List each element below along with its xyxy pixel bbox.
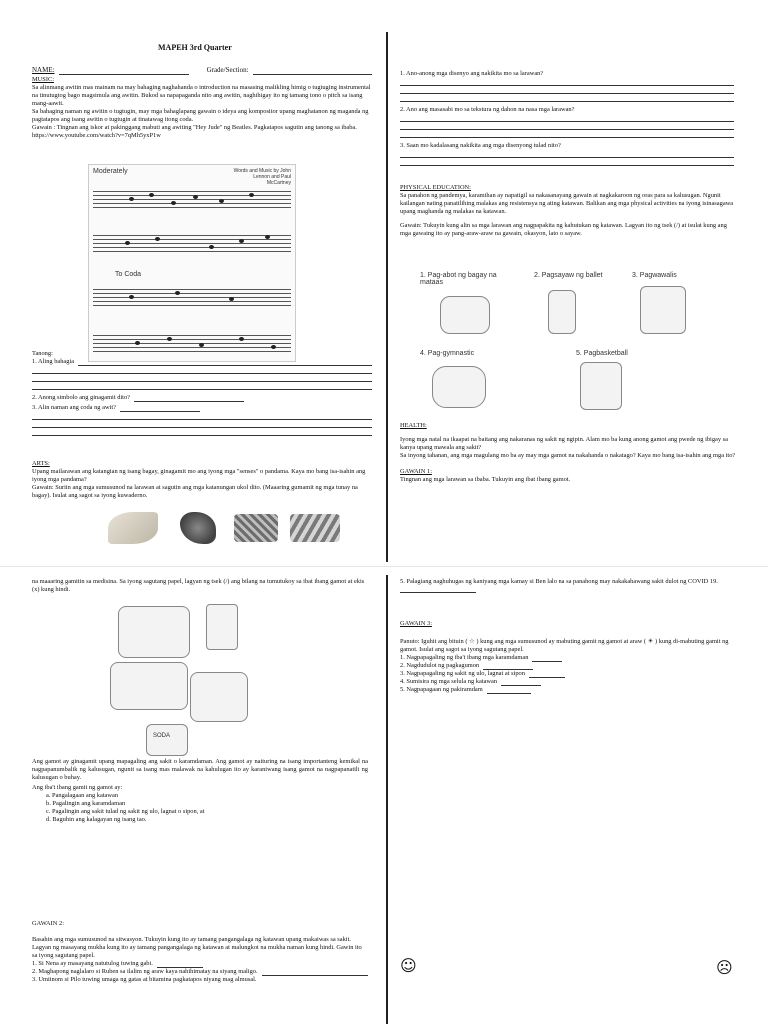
sheet-tempo: Moderately [93, 168, 128, 175]
gawain3-item-5: 5. Nagpapagaan ng pakiramdam [400, 686, 483, 693]
music-questions [32, 350, 372, 436]
sad-face-icon: ☹ [716, 958, 733, 977]
ballet-figure-icon [548, 290, 576, 334]
gawain2-item-3: 3. Umiinom si Pilo tuwing umaga ng gatas at bitamina pagkatapos niyang mag almusal. [32, 976, 257, 983]
questions-label: Tanong: [32, 350, 53, 357]
gawain3-item-1: 1. Nagpapagaling ng iba't ibang mga karamdaman [400, 654, 529, 661]
answer-line[interactable] [400, 150, 734, 158]
basketball-figure-icon [580, 362, 622, 410]
leaf-image-3 [234, 514, 278, 542]
use-b: b. Pagalingin ang karamdaman [46, 800, 126, 807]
gawain2-heading: GAWAIN 2: [32, 920, 64, 927]
music-url[interactable]: https://www.youtube.com/watch?v=7qMh5yxP1w [32, 132, 161, 139]
music-q3: 3. Alin naman ang coda ng awit? [32, 404, 116, 411]
gawain2-item-1: 1. Si Nena ay masayang natutulog tuwing gabi. [32, 960, 153, 967]
spray-bottles-icon [110, 662, 188, 710]
pill-jars-icon [190, 672, 248, 722]
answer-line[interactable] [400, 94, 734, 102]
gawain3-answer-1[interactable] [532, 661, 562, 662]
answer-line[interactable] [400, 78, 734, 86]
soda-label: SODA [153, 733, 171, 739]
arts-q3: 3. Saan mo kadalasang nakikita ang mga disenyong tulad nito? [400, 142, 561, 149]
music-para2: Sa bahaging naman ng awitin o tugtugin, may mga bahaglapang gawain o ideya ang kompositor upang maghatanon ng maganda ng pagtatapos ang isang awitin o tugtugin at tinatawag itong coda. [32, 108, 369, 123]
pe-heading: PHYSICAL EDUCATION: [400, 184, 471, 191]
uses-label: Ang iba't ibang gamit ng gamot ay: [32, 784, 123, 791]
gawain2-answer-2[interactable] [262, 975, 368, 976]
health-heading: HEALTH: [400, 422, 427, 429]
pe-item-5: 5. Pagbasketball [576, 350, 628, 357]
music-q1: 1. Aling bahagia [32, 358, 75, 365]
music-para3: Gawain : Tingnan ang iskor at pakinggang mabuti ang awiting "Hey Jude" ng Beatles. Pagkatapos sagutin ang tanong sa ibaba. [32, 124, 357, 131]
gawain2-item-2: 2. Maghapong naglalaro si Ruben sa ilalim ng araw kaya nahihimatay na siyang maligo. [32, 968, 258, 975]
use-d: d. Baguhin ang kalagayan ng isang tao. [46, 816, 147, 823]
gawain2-answer-5[interactable] [400, 586, 476, 593]
gawain2-section [32, 920, 368, 984]
music-para1: Sa alinmang awitin mas mainam na may bahaging naghahanda o introduction na masasing malikling himig o tugtuging instrumental na tinutugtog bago magsimula ang awitin. Bukod sa napapaganda nito ang awitin, naghihigay ito ng tamang tono o pitch sa isang mang-aawit. [32, 84, 371, 107]
pe-para2: Gawain: Tukuyin kung alin sa mga larawan ang nagpapakita ng kahutukan ng katawan. Lagyan ito ng tsek (/) at isulat kung ang mga gawaing ito ay pang-araw-araw na gawain, okasyon, lato o sayaw. [400, 222, 727, 237]
pe-item-1: 1. Pag-abot ng bagay na mataas [420, 272, 497, 286]
gawain1-heading: GAWAIN 1: [400, 468, 432, 475]
gawain1-text: Tingnan ang mga larawan sa ibaba. Tukuyin ang ibat ibang gamot. [400, 476, 571, 483]
sheet-music [88, 164, 296, 362]
music-heading: MUSIC: [32, 76, 55, 83]
gawain3-answer-4[interactable] [501, 685, 541, 686]
name-field[interactable] [59, 66, 189, 75]
gawain3-item-4: 4. Sumisira ng mga selula ng katawan [400, 678, 498, 685]
arts-q2: 2. Ano ang masasabi mo sa tekstura ng dahon na nasa mga larawan? [400, 106, 575, 113]
gawain3-text: Panuto: Iguhit ang bituin ( ☆ ) kung ang mga sumusunod ay mabuting gamit ng gamot at araw ( ☀ ) kung di-mabuting gamit ng gamot. Isulat ang sagot sa iyong sagutang papel. [400, 638, 729, 653]
music-q2: 2. Anong simbolo ang ginagamit dito? [32, 394, 130, 401]
medicine-bottles-icon [118, 606, 190, 658]
health-section [400, 422, 736, 484]
grade-label: Grade/Section: [206, 66, 249, 74]
medicine-para1: Ang gamot ay ginagamit upang mapagaling ang sakit o karamdaman. Ang gamot ay naituring na isang importanteng kemikal na nagpapanumbalik ng kalusugan, ngunit sa isang mas malawak na kahulugan ito ay karaniwang isang gamot na nagpapanatili ng kalusugan o buhay. [32, 758, 368, 781]
answer-line[interactable] [400, 130, 734, 138]
happy-face-icon: ☺ [400, 956, 417, 975]
music-q1-answer[interactable] [78, 365, 372, 366]
pe-item-3: 3. Pagwawalis [632, 272, 677, 279]
gawain3-item-2: 2. Nagdudulot ng pagkagumon [400, 662, 480, 669]
page-title: MAPEH 3rd Quarter [158, 43, 232, 52]
gawain2-item-5: 5. Palagiang naghuhugas ng kaniyang mga kamay si Ben lalo na sa panahong may nakakahawang sakit dulot ng COVID 19. [400, 578, 718, 585]
sheet-credit: Words and Music by John Lennon and Paul McCartney [233, 168, 291, 186]
name-label: NAME: [32, 66, 55, 74]
sweeping-figure-icon [640, 286, 686, 334]
answer-line[interactable] [400, 114, 734, 122]
arts-heading: ARTS: [32, 460, 50, 467]
leaf-image-2 [180, 512, 216, 544]
answer-line[interactable] [32, 420, 372, 428]
gawain2-item5 [400, 578, 736, 593]
pe-para1: Sa panahon ng pandemya, karamihan ay napatigil sa nakasanayang gawain at nagkakaroon ng oras para sa kalusugan. Ngunit kailangan nating panatilihing malakas ang resistensya ng ating katawan. Balikan ang mga physical activities na iyong isinasagawa upang maghanda ng malakas na katawan. [400, 192, 734, 215]
column-divider-top [386, 32, 388, 562]
pe-item-4: 4. Pag-gymnastic [420, 350, 475, 357]
header-fields [32, 66, 372, 75]
arts-section [32, 460, 372, 500]
answer-line[interactable] [32, 428, 372, 436]
answer-line[interactable] [32, 412, 372, 420]
reach-figure-icon [440, 296, 490, 334]
page-break [0, 566, 768, 567]
answer-line[interactable] [400, 122, 734, 130]
use-a: a. Pangalagaan ang katawan [46, 792, 119, 799]
answer-line[interactable] [32, 366, 372, 374]
sheet-coda: To Coda [115, 271, 142, 278]
pe-item-2: 2. Pagsayaw ng ballet [534, 272, 603, 279]
music-q2-answer[interactable] [134, 401, 244, 402]
health-para1: Iyong mga natal na ikaapat na baitang ang nakaranas ng sakit ng ngipin. Alam mo ba kung anong gamot ang pwede ng ibigay sa kanya upang mawala ang sakit? [400, 436, 728, 451]
leaf-image-1 [108, 512, 158, 544]
medicine-text [32, 758, 368, 824]
column-divider-bottom [386, 575, 388, 1024]
pe-section [400, 184, 736, 238]
gawain3-answer-3[interactable] [529, 677, 565, 678]
arts-questions [400, 70, 734, 166]
arts-q1: 1. Ano-anong mga disenyo ang nakikita mo sa larawan? [400, 70, 544, 77]
gymnastic-figure-icon [432, 366, 486, 408]
gawain3-answer-5[interactable] [487, 693, 531, 694]
soda-can-icon [146, 724, 188, 756]
music-q3-answer[interactable] [120, 411, 200, 412]
answer-line[interactable] [400, 158, 734, 166]
gawain2-text: Basahin ang mga sumusunod na sitwasyon. Tukuyin kung ito ay tamang pangangalaga ng katawan upang makaiwas sa sakit. Lagyan ng masayang mukha kung ito ay tamang pangangalaga ng katawan at malungkot na mukha naman kung hindi. Gawin ito sa iyong sagutang papel. [32, 936, 362, 959]
grade-field[interactable] [253, 66, 372, 75]
medicine-intro: na maaaring gamitin sa medisina. Sa iyong sagutang papel, lagyan ng tsek (/) ang bilang na tumutukoy sa ibat ibang gamot at ekis (x) kung hindi. [32, 578, 365, 593]
answer-line[interactable] [32, 374, 372, 382]
music-section [32, 76, 372, 140]
answer-line[interactable] [32, 382, 372, 390]
answer-line[interactable] [400, 86, 734, 94]
use-c: c. Pagalingin ang sakit tulad ng sakit ng ulo, lagnat o sipon, at [46, 808, 205, 815]
arts-para2: Gawain: Suriin ang mga sumusunod na larawan at sagutin ang mga katanungan ukol dito. (Maaaring gumamit ng mga tunay na bagay). Isulat ang sagot sa iyong kuwaderno. [32, 484, 358, 499]
health-para2: Sa inyong tahanan, ang mga magulang mo ba ay may mga gamot na nakahanda o nakatago? Kaya mo bang isa-isahin ang mga ito? [400, 452, 736, 459]
gawain3-section [400, 620, 736, 694]
gawain3-heading: GAWAIN 3: [400, 620, 432, 627]
gawain3-item-3: 3. Nagpapagaling ng sakit ng ulo, lagnat at sipon [400, 670, 525, 677]
arts-para1: Upang mailarawan ang katangian ng isang bagay, ginagamit mo ang iyong mga "senses" o pandama. Kaya mo bang isa-isahin ang iyong mga pandama? [32, 468, 366, 483]
leaf-image-4 [290, 514, 340, 542]
medicine-jar-icon [206, 604, 238, 650]
